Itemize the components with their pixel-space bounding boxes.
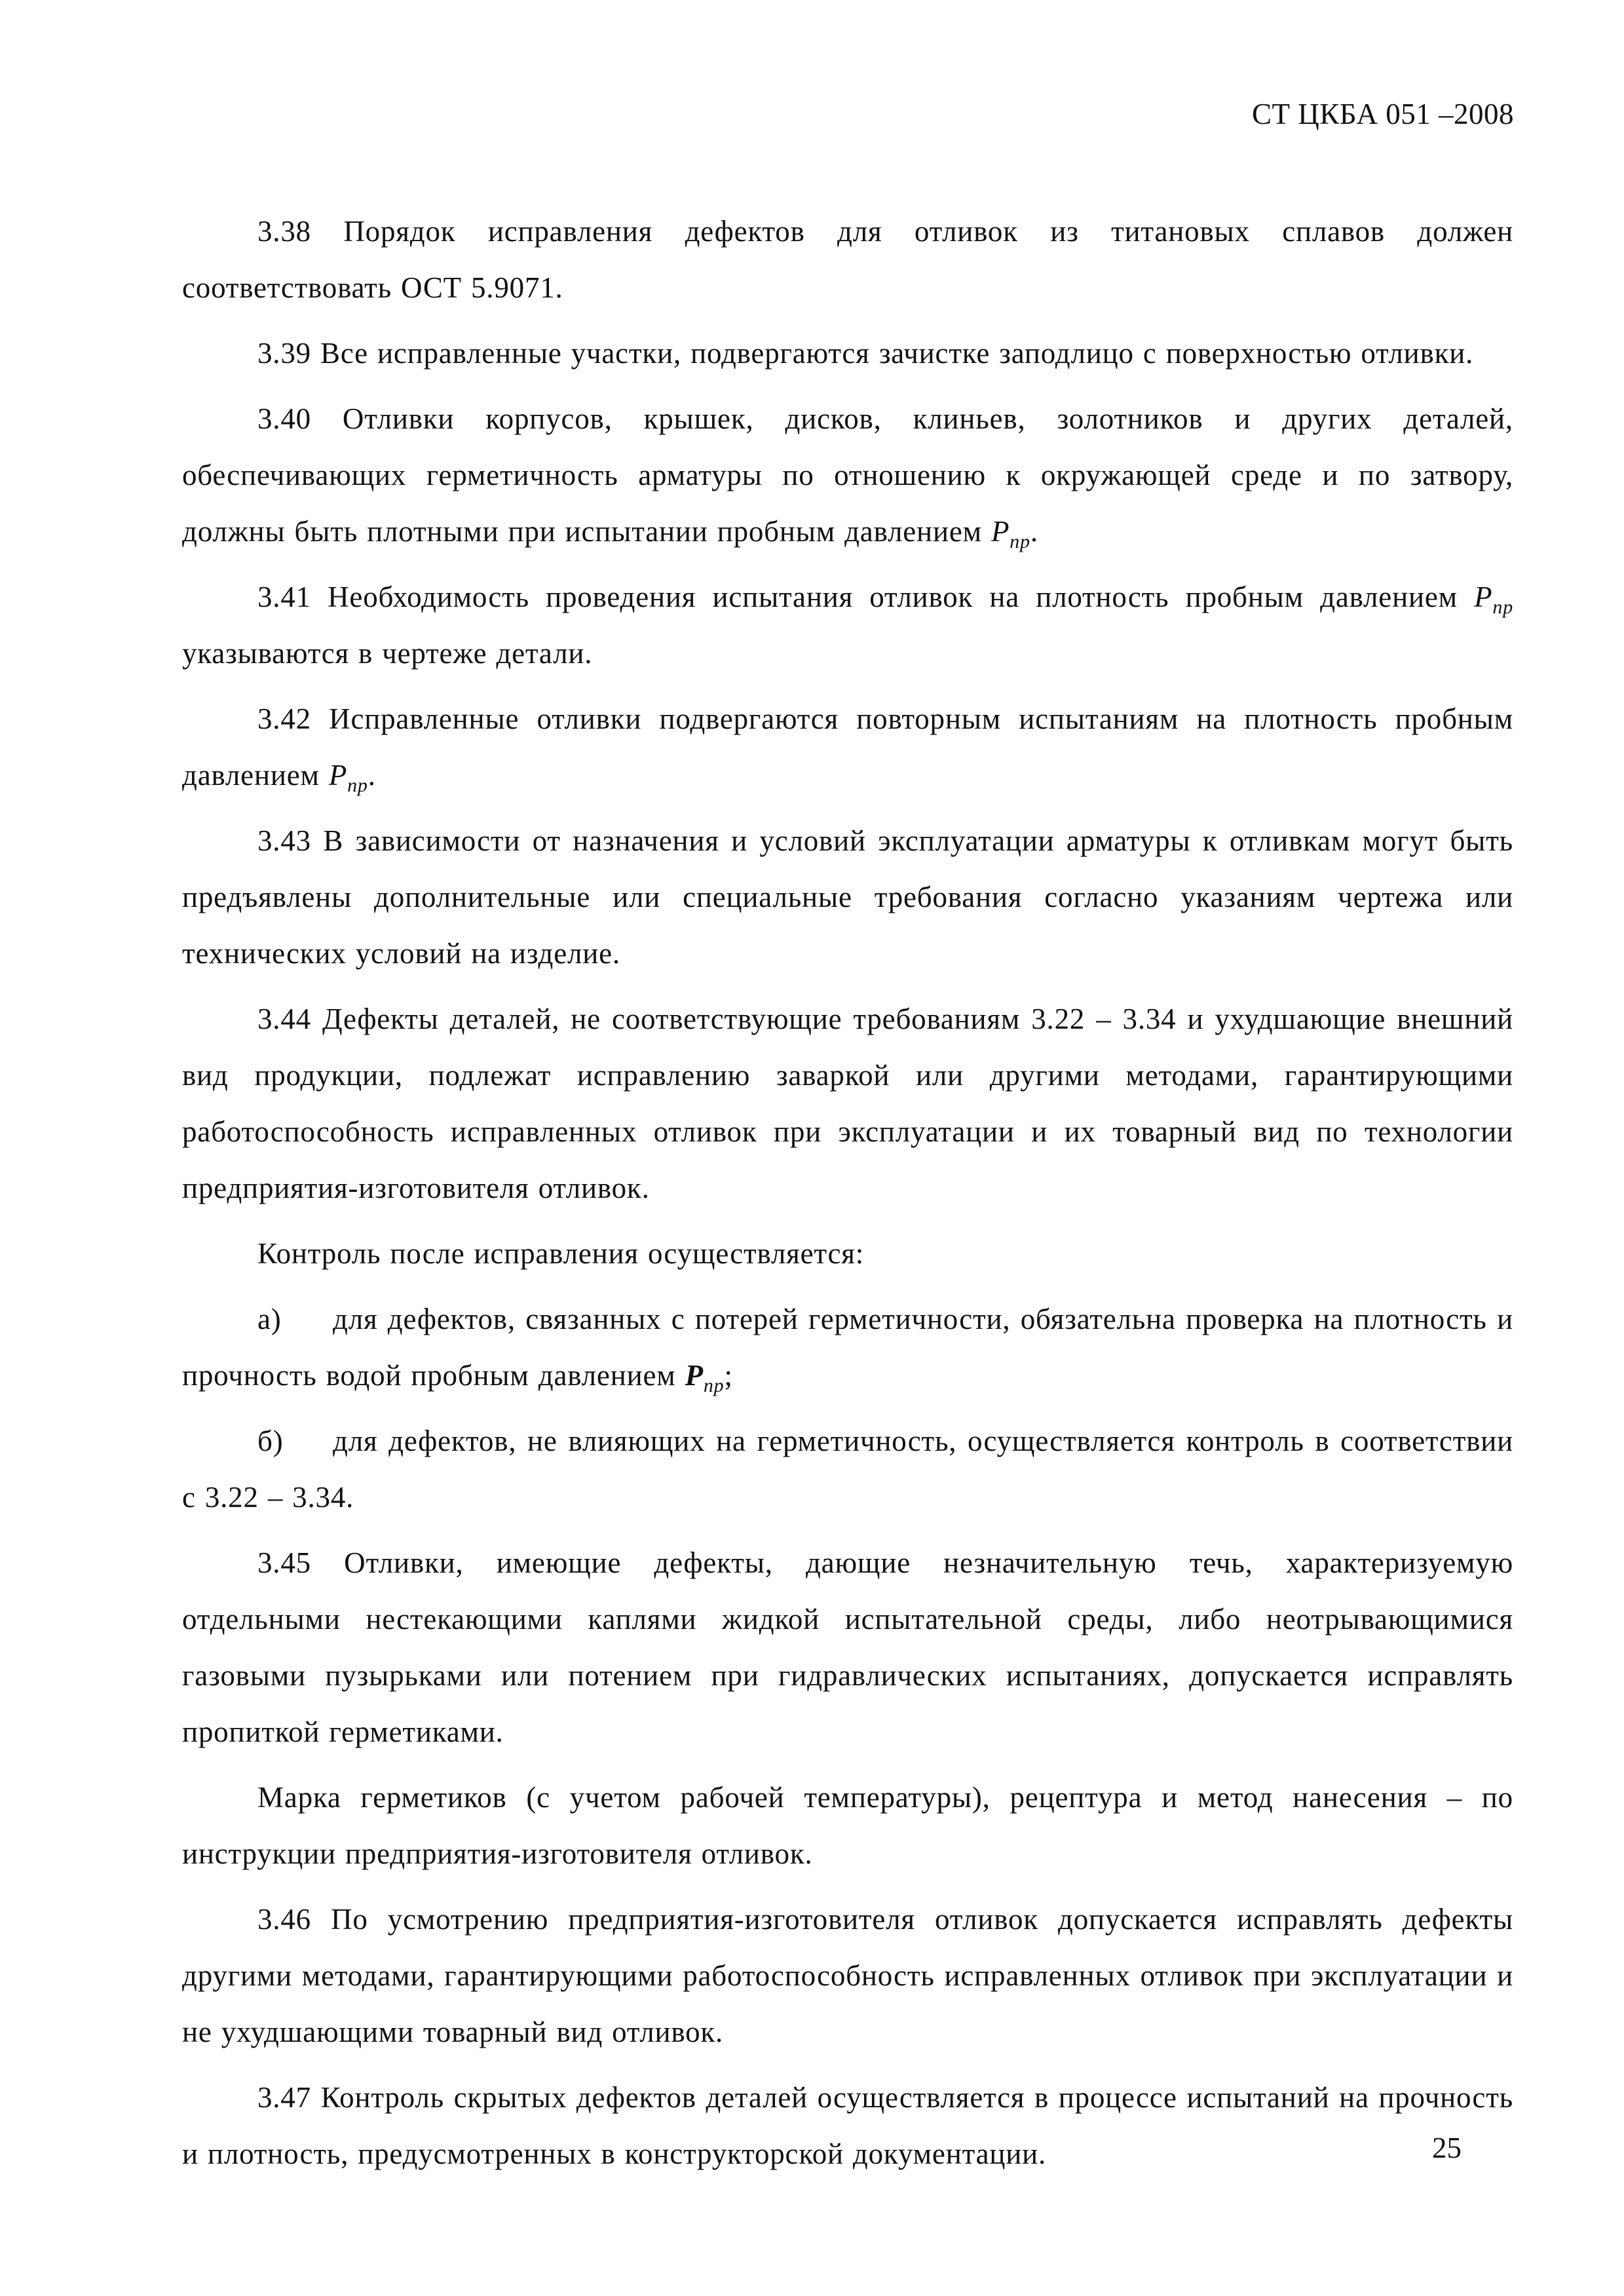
paragraph-text: 3.44 Дефекты деталей, не соответствующие требованиям 3.22 – 3.34 и ухудшающие внешний вид продукции, подлежат исправлению заваркой или другими методами, гарантирующими работоспособность исправленных отливок при эксплуатации и их товарный вид по технологии предприятия-изготовителя отливок. <box>182 1003 1513 1204</box>
paragraph-3-46 <box>182 1891 1513 2060</box>
document-code-header: СТ ЦКБА 051 –2008 <box>1251 98 1514 130</box>
page-number: 25 <box>1432 2132 1462 2164</box>
paragraph-text: 3.40 Отливки корпусов, крышек, дисков, клиньев, золотников и других деталей, обеспечивающих герметичность арматуры по отношению к окружающей среде и по затвору, должны быть плотными при испытании пробным давлением <box>182 402 1513 548</box>
paragraph-text: 3.43 В зависимости от назначения и условий эксплуатации арматуры к отливкам могут быть предъявлены дополнительные или специальные требования согласно указаниям чертежа или технических условий на изделие. <box>182 824 1513 970</box>
paragraph-3-38 <box>182 203 1513 316</box>
paragraph-text: Контроль после исправления осуществляется: <box>257 1237 865 1270</box>
paragraph-3-39 <box>182 325 1513 381</box>
document-body <box>182 203 1513 2182</box>
pressure-subscript: пр <box>703 1375 725 1396</box>
paragraph-3-40 <box>182 391 1513 560</box>
paragraph-text: Марка герметиков (с учетом рабочей температуры), рецептура и метод нанесения – по инструкции предприятия-изготовителя отливок. <box>182 1781 1513 1870</box>
list-item-a <box>182 1291 1513 1404</box>
paragraph-text: 3.41 Необходимость проведения испытания отливок на плотность пробным давлением <box>257 581 1475 613</box>
paragraph-sealant-brand <box>182 1769 1513 1882</box>
paragraph-tail: . <box>368 759 376 792</box>
pressure-symbol: P <box>685 1359 704 1392</box>
paragraph-tail: указываются в чертеже детали. <box>182 637 593 670</box>
paragraph-text: 3.42 Исправленные отливки подвергаются повторным испытаниям на плотность пробным давлением <box>182 702 1513 792</box>
paragraph-3-47 <box>182 2069 1513 2182</box>
list-item-b <box>182 1413 1513 1525</box>
list-marker: а) <box>257 1303 282 1335</box>
pressure-symbol: P <box>1474 581 1493 613</box>
pressure-subscript: пр <box>1010 531 1030 552</box>
paragraph-3-44 <box>182 991 1513 1216</box>
list-marker: б) <box>257 1425 284 1457</box>
paragraph-text: 3.39 Все исправленные участки, подвергаются зачистке заподлицо с поверхностью отливки. <box>257 337 1474 370</box>
paragraph-tail: . <box>1030 515 1038 548</box>
paragraph-text: 3.47 Контроль скрытых дефектов деталей осуществляется в процессе испытаний на прочность и плотность, предусмотренных в конструкторской документации. <box>182 2081 1513 2170</box>
list-item-text: для дефектов, связанных с потерей герметичности, обязательна проверка на плотность и прочность водой пробным давлением <box>182 1303 1513 1392</box>
pressure-subscript: пр <box>347 775 368 796</box>
list-item-tail: ; <box>724 1359 733 1392</box>
pressure-symbol: P <box>991 515 1010 548</box>
paragraph-3-43 <box>182 813 1513 982</box>
paragraph-text: 3.38 Порядок исправления дефектов для отливок из титановых сплавов должен соответствовать ОСТ 5.9071. <box>182 215 1513 304</box>
paragraph-text: 3.46 По усмотрению предприятия-изготовителя отливок допускается исправлять дефекты другими методами, гарантирующими работоспособность исправленных отливок при эксплуатации и не ухудшающими товарный вид отливок. <box>182 1903 1513 2048</box>
pressure-symbol: P <box>328 759 348 792</box>
list-item-text: для дефектов, не влияющих на герметичность, осуществляется контроль в соответствии с 3.22 – 3.34. <box>182 1425 1513 1514</box>
paragraph-3-45 <box>182 1535 1513 1760</box>
paragraph-3-42 <box>182 691 1513 803</box>
paragraph-control-intro <box>182 1225 1513 1282</box>
paragraph-text: 3.45 Отливки, имеющие дефекты, дающие незначительную течь, характеризуемую отдельными нестекающими каплями жидкой испытательной среды, либо неотрывающимися газовыми пузырьками или потением при гидравлических испытаниях, допускается исправлять пропиткой герметиками. <box>182 1546 1513 1748</box>
paragraph-3-41 <box>182 569 1513 681</box>
pressure-subscript: пр <box>1492 596 1513 618</box>
